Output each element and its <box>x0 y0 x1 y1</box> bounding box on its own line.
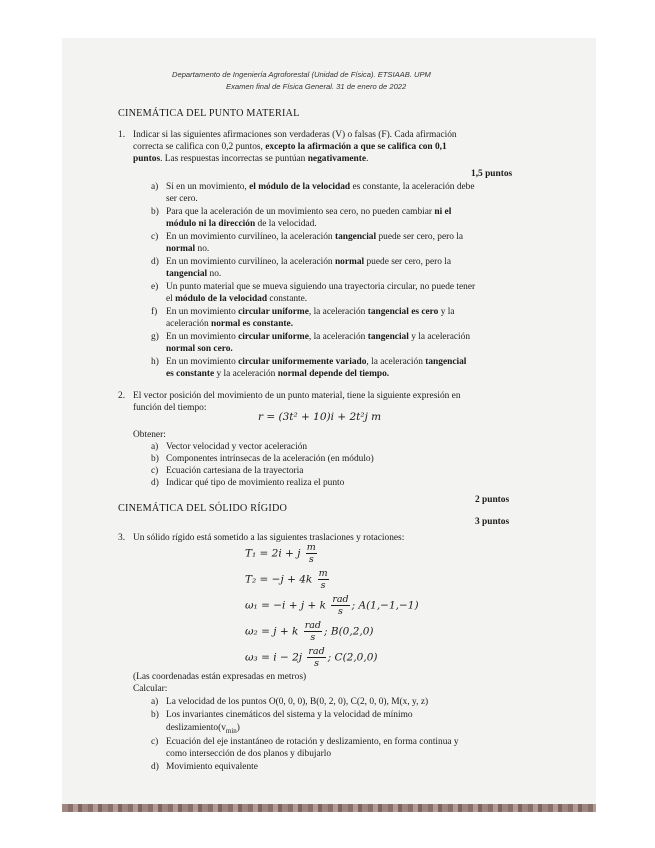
question-3-points: 3 puntos <box>475 517 510 527</box>
question-1-intro-line2: correcta se califica con 0,2 puntos, excepto la afirmación a que se califica con 0,1 <box>133 142 447 152</box>
q1-item-e-line1: Un punto material que se mueva siguiendo una trayectoria circular, no puede tener <box>166 282 476 292</box>
question-1-intro-line1: Indicar si las siguientes afirmaciones son verdaderas (V) o falsas (F). Cada afirmación <box>133 130 457 140</box>
q1-item-a-letter: a) <box>151 182 159 192</box>
q3-item-c-line1: Ecuación del eje instantáneo de rotación y deslizamiento, en forma continua y <box>166 737 459 747</box>
q1-item-h-line1: En un movimiento circular uniformemente variado, la aceleración tangencial <box>166 357 467 367</box>
q1-item-b-letter: b) <box>151 207 159 217</box>
q1-item-a-line1: Si en un movimiento, el módulo de la velocidad es constante, la aceleración debe <box>166 182 475 192</box>
q1-item-f-letter: f) <box>151 307 158 317</box>
translation-t1-equation: T₁ = 2i + j $\frac{m}{s}$ <box>245 542 316 565</box>
coordinates-note: (Las coordenadas están expresadas en metros) <box>133 672 307 682</box>
question-1-points: 1,5 puntos <box>471 169 513 179</box>
q2-item-a-letter: a) <box>151 442 159 452</box>
question-2-obtain: Obtener: <box>133 430 166 440</box>
q1-item-d-line2: tangencial no. <box>166 269 222 279</box>
section-title-punto-material: CINEMÁTICA DEL PUNTO MATERIAL <box>118 108 300 119</box>
q1-item-g-letter: g) <box>151 332 159 342</box>
q1-item-h-letter: h) <box>151 357 159 367</box>
q1-item-h-line2: es constante y la aceleración normal depende del tiempo. <box>166 369 390 379</box>
q1-item-b-line1: Para que la aceleración de un movimiento sea cero, no pueden cambiar ni el <box>166 207 452 217</box>
header-exam-title: Examen final de Física General. 31 de enero de 2022 <box>226 82 407 91</box>
q1-item-f-line2: aceleración normal es constante. <box>166 319 294 329</box>
q2-item-d-text: Indicar qué tipo de movimiento realiza el punto <box>166 478 345 488</box>
q3-item-d-letter: d) <box>151 762 159 772</box>
q1-item-g-line2: normal son cero. <box>166 344 233 354</box>
question-3-intro: Un sólido rígido está sometido a las siguientes traslaciones y rotaciones: <box>133 533 405 543</box>
question-2-number: 2. <box>118 391 126 401</box>
q1-item-d-letter: d) <box>151 257 159 267</box>
q1-item-c-letter: c) <box>151 232 159 242</box>
q1-item-d-line1: En un movimiento curvilíneo, la aceleración normal puede ser cero, pero la <box>166 257 452 267</box>
q2-item-c-letter: c) <box>151 466 159 476</box>
q1-item-f-line1: En un movimiento circular uniforme, la aceleración tangencial es cero y la <box>166 307 455 317</box>
q3-item-a-letter: a) <box>151 697 159 707</box>
q1-item-c-line2: normal no. <box>166 244 210 254</box>
question-1-intro-line3: puntos. Las respuestas incorrectas se puntúan negativamente. <box>133 154 369 164</box>
header-department: Departamento de Ingeniería Agroforestal (Unidad de Física). ETSIAAB. UPM <box>172 70 431 79</box>
q3-item-c-letter: c) <box>151 737 159 747</box>
q1-item-e-line2: el módulo de la velocidad constante. <box>166 294 308 304</box>
q3-item-b-letter: b) <box>151 710 159 720</box>
q1-item-e-letter: e) <box>151 282 159 292</box>
q1-item-b-line2: módulo ni la dirección de la velocidad. <box>166 219 317 229</box>
translation-t2-equation: T₂ = −j + 4k $\frac{m}{s}$ <box>245 568 328 591</box>
q2-item-d-letter: d) <box>151 478 159 488</box>
rotation-w3-equation: ω₃ = i − 2j $\frac{\text{rad}}{s}$ ; C(2,0,0) <box>245 646 378 669</box>
paper-bottom-edge <box>62 804 596 812</box>
q3-item-a-line1: La velocidad de los puntos O(0, 0, 0), B(0, 2, 0), C(2, 0, 0), M(x, y, z) <box>166 697 429 707</box>
question-2-line1: El vector posición del movimiento de un punto material, tiene la siguiente expresión en <box>133 391 461 401</box>
q3-item-b-line2: $deslizamiento(v_{min})$ <box>166 723 240 735</box>
rotation-w2-equation: ω₂ = j + k $\frac{\text{rad}}{s}$ ; B(0,2,0) <box>245 620 374 643</box>
rotation-w1-equation: ω₁ = −i + j + k $\frac{\text{rad}}{s}$ ; A(1,−1,−1) <box>245 594 419 617</box>
position-vector-equation: r = (3t² + 10)i + 2t²j m <box>258 411 382 423</box>
q1-item-c-line1: En un movimiento curvilíneo, la aceleración tangencial puede ser cero, pero la <box>166 232 464 242</box>
q2-item-b-letter: b) <box>151 454 159 464</box>
q3-item-b-line1: Los invariantes cinemáticos del sistema y la velocidad de mínimo <box>166 710 413 720</box>
q2-item-a-text: Vector velocidad y vector aceleración <box>166 442 308 452</box>
q3-item-d-line1: Movimiento equivalente <box>166 762 258 772</box>
q2-item-b-text: Componentes intrínsecas de la aceleración (en módulo) <box>166 454 374 464</box>
question-2-points: 2 puntos <box>475 495 510 505</box>
question-3-number: 3. <box>118 533 126 543</box>
question-2-line2: función del tiempo: <box>133 403 207 413</box>
question-1-number: 1. <box>118 130 126 140</box>
q1-item-g-line1: En un movimiento circular uniforme, la aceleración tangencial y la aceleración <box>166 332 471 342</box>
section-title-solido-rigido: CINEMÁTICA DEL SÓLIDO RÍGIDO <box>118 503 288 514</box>
calculate-label: Calcular: <box>133 684 168 694</box>
q1-item-a-line2: ser cero. <box>166 194 198 204</box>
q3-item-c-line2: como intersección de dos planos y dibujarlo <box>166 749 332 759</box>
q2-item-c-text: Ecuación cartesiana de la trayectoria <box>166 466 304 476</box>
